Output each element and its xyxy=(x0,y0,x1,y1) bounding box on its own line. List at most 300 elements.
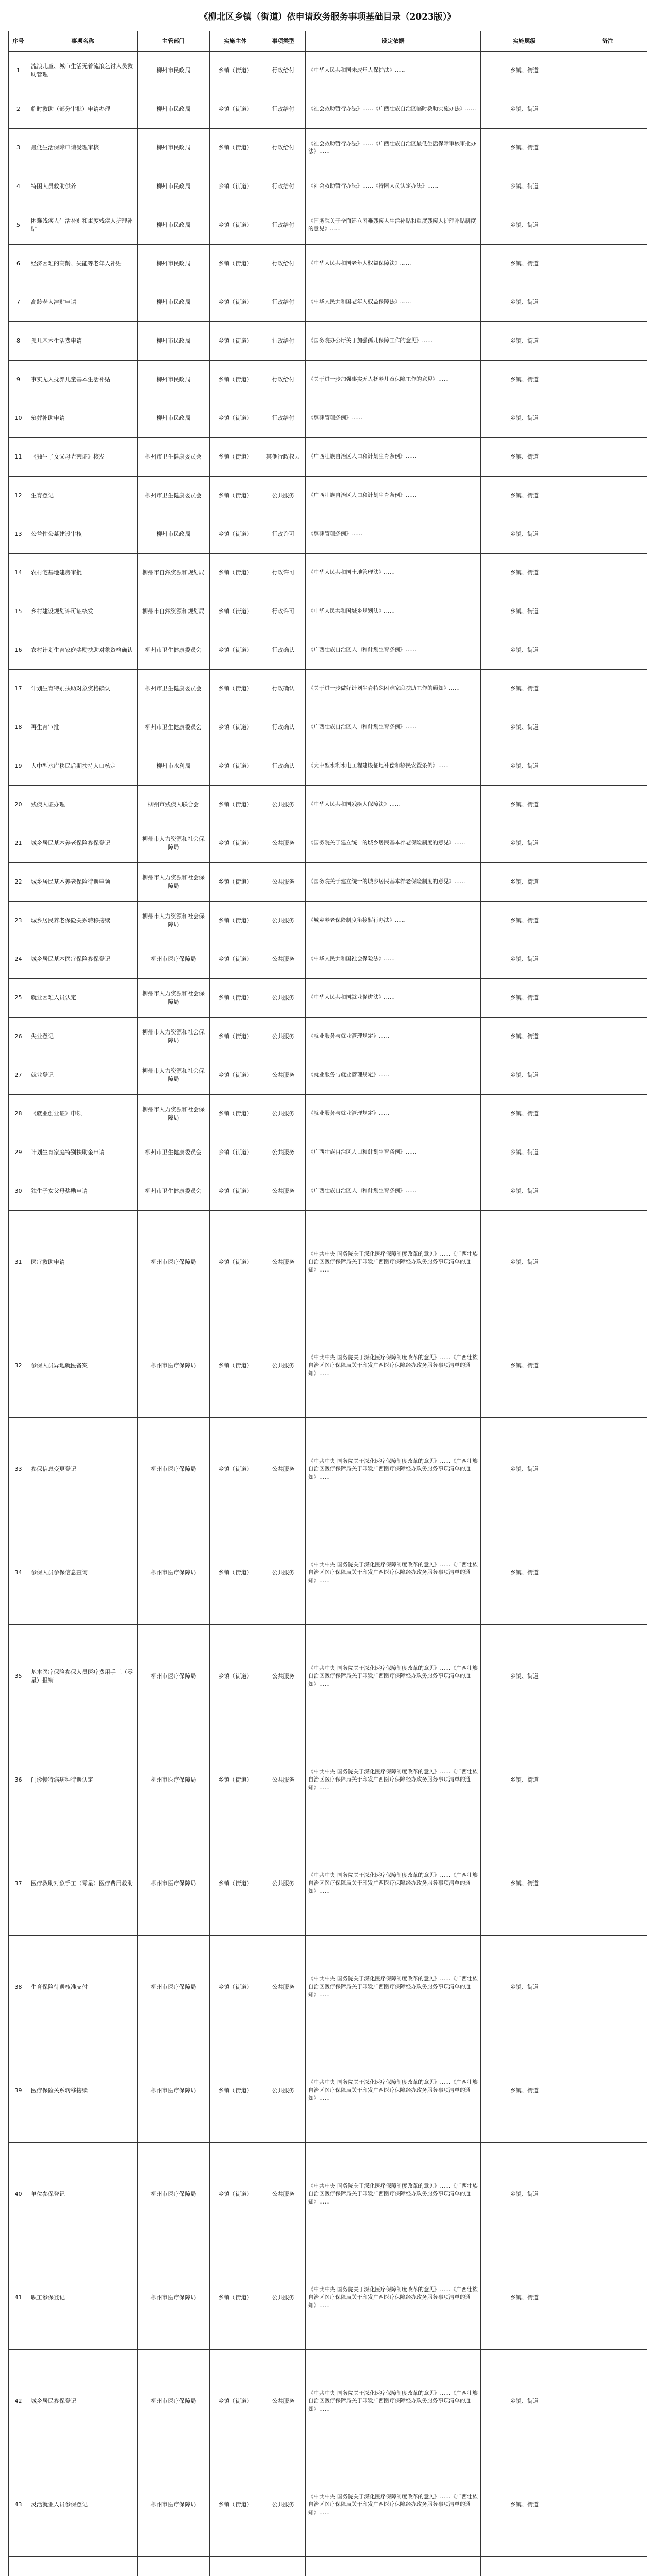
legal-basis-cell: 《广西壮族自治区人口和计划生育条例》…… xyxy=(306,708,481,747)
item-type-cell: 公共服务 xyxy=(261,1172,306,1211)
department-cell: 柳州市民政局 xyxy=(138,52,210,90)
item-name-cell: 孤儿基本生活费申请 xyxy=(28,322,138,361)
implementation-level-cell: 乡镇、街道 xyxy=(481,1018,568,1056)
item-type-cell: 公共服务 xyxy=(261,1521,306,1625)
implementing-body-cell: 乡镇（街道） xyxy=(210,52,261,90)
implementation-level-cell: 乡镇、街道 xyxy=(481,902,568,940)
item-type-cell: 公共服务 xyxy=(261,1018,306,1056)
table-row xyxy=(9,2143,647,2246)
item-type-cell: 公共服务 xyxy=(261,824,306,863)
table-row xyxy=(9,902,647,940)
table-row xyxy=(9,167,647,206)
item-type-cell: 公共服务 xyxy=(261,1936,306,2039)
implementation-level-cell: 乡镇、街道 xyxy=(481,863,568,902)
table-row xyxy=(9,1018,647,1056)
table-row xyxy=(9,2557,647,2576)
department-cell: 柳州市自然资源和规划局 xyxy=(138,554,210,592)
row-number-cell: 43 xyxy=(9,2453,28,2557)
legal-basis-cell: 《就业服务与就业管理规定》…… xyxy=(306,1056,481,1095)
row-number-cell: 20 xyxy=(9,786,28,824)
implementing-body-cell: 乡镇（街道） xyxy=(210,592,261,631)
item-type-cell: 行政确认 xyxy=(261,670,306,708)
item-name-cell: 医疗救助申请 xyxy=(28,1211,138,1314)
row-number-cell: 27 xyxy=(9,1056,28,1095)
remarks-cell xyxy=(568,747,647,786)
implementing-body-cell: 乡镇（街道） xyxy=(210,1936,261,2039)
item-type-cell: 公共服务 xyxy=(261,1211,306,1314)
table-row xyxy=(9,2246,647,2350)
row-number-cell: 24 xyxy=(9,940,28,979)
item-name-cell: 城乡居民参保登记 xyxy=(28,2350,138,2453)
implementing-body-cell: 乡镇（街道） xyxy=(210,245,261,283)
department-cell: 柳州市医疗保障局 xyxy=(138,1521,210,1625)
implementation-level-cell: 乡镇、街道 xyxy=(481,322,568,361)
implementation-level-cell: 乡镇、街道 xyxy=(481,708,568,747)
department-cell: 柳州市人力资源和社会保障局 xyxy=(138,1018,210,1056)
implementation-level-cell: 乡镇、街道 xyxy=(481,1832,568,1936)
department-cell: 柳州市水利局 xyxy=(138,747,210,786)
item-name-cell: 就业登记 xyxy=(28,1056,138,1095)
remarks-cell xyxy=(568,1418,647,1521)
department-cell: 柳州市医疗保障局 xyxy=(138,2453,210,2557)
table-row xyxy=(9,1314,647,1418)
implementing-body-cell: 乡镇（街道） xyxy=(210,708,261,747)
item-type-cell: 公共服务 xyxy=(261,2143,306,2246)
implementation-level-cell: 乡镇、街道 xyxy=(481,399,568,438)
implementing-body-cell: 乡镇（街道） xyxy=(210,283,261,322)
implementing-body-cell: 乡镇（街道） xyxy=(210,2453,261,2557)
department-cell: 柳州市人力资源和社会保障局 xyxy=(138,824,210,863)
item-type-cell: 公共服务 xyxy=(261,477,306,515)
remarks-cell xyxy=(568,1018,647,1056)
implementation-level-cell: 乡镇、街道 xyxy=(481,979,568,1018)
item-type-cell: 公共服务 xyxy=(261,2350,306,2453)
table-row xyxy=(9,1418,647,1521)
remarks-cell xyxy=(568,2039,647,2143)
remarks-cell xyxy=(568,361,647,399)
implementation-level-cell: 乡镇、街道 xyxy=(481,167,568,206)
implementation-level-cell: 乡镇、街道 xyxy=(481,940,568,979)
legal-basis-cell: 《广西壮族自治区人口和计划生育条例》…… xyxy=(306,1172,481,1211)
row-number-cell: 42 xyxy=(9,2350,28,2453)
implementing-body-cell: 乡镇（街道） xyxy=(210,1211,261,1314)
department-cell: 柳州市残疾人联合会 xyxy=(138,786,210,824)
item-name-cell: 职工参保登记 xyxy=(28,2246,138,2350)
table-row xyxy=(9,1728,647,1832)
item-type-cell: 行政给付 xyxy=(261,283,306,322)
item-type-cell: 行政给付 xyxy=(261,52,306,90)
table-row xyxy=(9,708,647,747)
implementation-level-cell xyxy=(481,2557,568,2576)
implementing-body-cell: 乡镇（街道） xyxy=(210,1095,261,1133)
implementing-body-cell: 乡镇（街道） xyxy=(210,786,261,824)
item-name-cell: 城乡居民养老保险关系转移接续 xyxy=(28,902,138,940)
implementation-level-cell: 乡镇、街道 xyxy=(481,129,568,167)
implementing-body-cell: 乡镇（街道） xyxy=(210,1832,261,1936)
row-number-cell: 36 xyxy=(9,1728,28,1832)
legal-basis-cell: 《中共中央 国务院关于深化医疗保障制度改革的意见》……《广西壮族自治区医疗保障局关于印发广西医疗保障经办政务服务事项清单的通知》…… xyxy=(306,1418,481,1521)
item-type-cell: 公共服务 xyxy=(261,1314,306,1418)
table-row xyxy=(9,129,647,167)
row-number-cell: 31 xyxy=(9,1211,28,1314)
row-number-cell: 15 xyxy=(9,592,28,631)
legal-basis-cell: 《城乡养老保险制度衔接暂行办法》…… xyxy=(306,902,481,940)
department-cell: 柳州市民政局 xyxy=(138,361,210,399)
implementing-body-cell xyxy=(210,2557,261,2576)
table-row xyxy=(9,1056,647,1095)
table-row xyxy=(9,206,647,245)
item-type-cell: 行政给付 xyxy=(261,206,306,245)
department-cell: 柳州市民政局 xyxy=(138,206,210,245)
table-row xyxy=(9,2039,647,2143)
item-type-cell: 行政给付 xyxy=(261,399,306,438)
legal-basis-cell: 《国务院办公厅关于加强孤儿保障工作的意见》…… xyxy=(306,322,481,361)
table-row xyxy=(9,747,647,786)
remarks-cell xyxy=(568,1056,647,1095)
implementing-body-cell: 乡镇（街道） xyxy=(210,515,261,554)
item-name-cell: 基本医疗保险参保人员医疗费用手工（零星）报销 xyxy=(28,1625,138,1728)
item-name-cell: 单位参保登记 xyxy=(28,2143,138,2246)
item-name-cell: 计划生育特别扶助对象资格确认 xyxy=(28,670,138,708)
implementation-level-cell: 乡镇、街道 xyxy=(481,1521,568,1625)
department-cell: 柳州市医疗保障局 xyxy=(138,2039,210,2143)
item-type-cell: 行政确认 xyxy=(261,747,306,786)
remarks-cell xyxy=(568,1832,647,1936)
table-row xyxy=(9,1172,647,1211)
implementation-level-cell: 乡镇、街道 xyxy=(481,1211,568,1314)
row-number-cell: 18 xyxy=(9,708,28,747)
item-type-cell: 公共服务 xyxy=(261,2453,306,2557)
table-row xyxy=(9,52,647,90)
remarks-cell xyxy=(568,1625,647,1728)
implementation-level-cell: 乡镇、街道 xyxy=(481,52,568,90)
implementing-body-cell: 乡镇（街道） xyxy=(210,129,261,167)
row-number-cell: 22 xyxy=(9,863,28,902)
row-number-cell: 16 xyxy=(9,631,28,670)
legal-basis-cell: 《中华人民共和国老年人权益保障法》…… xyxy=(306,245,481,283)
item-type-cell: 行政给付 xyxy=(261,129,306,167)
header-note: 备注 xyxy=(568,31,647,52)
page-title: 《柳北区乡镇（街道）依申请政务服务事项基础目录（2023版）》 xyxy=(199,11,456,22)
row-number-cell: 1 xyxy=(9,52,28,90)
item-type-cell: 公共服务 xyxy=(261,1832,306,1936)
department-cell: 柳州市医疗保障局 xyxy=(138,2143,210,2246)
table-row xyxy=(9,786,647,824)
item-type-cell: 行政给付 xyxy=(261,322,306,361)
item-name-cell: 经济困难的高龄、失能等老年人补贴 xyxy=(28,245,138,283)
legal-basis-cell: 《中共中央 国务院关于深化医疗保障制度改革的意见》……《广西壮族自治区医疗保障局关于印发广西医疗保障经办政务服务事项清单的通知》…… xyxy=(306,2143,481,2246)
item-type-cell: 公共服务 xyxy=(261,863,306,902)
item-name-cell: 高龄老人津贴申请 xyxy=(28,283,138,322)
row-number-cell: 32 xyxy=(9,1314,28,1418)
remarks-cell xyxy=(568,1936,647,2039)
legal-basis-cell: 《殡葬管理条例》…… xyxy=(306,515,481,554)
row-number-cell: 28 xyxy=(9,1095,28,1133)
implementation-level-cell: 乡镇、街道 xyxy=(481,2453,568,2557)
item-type-cell: 公共服务 xyxy=(261,2246,306,2350)
remarks-cell xyxy=(568,438,647,477)
implementation-level-cell: 乡镇、街道 xyxy=(481,747,568,786)
implementing-body-cell: 乡镇（街道） xyxy=(210,824,261,863)
implementation-level-cell: 乡镇、街道 xyxy=(481,2143,568,2246)
legal-basis-cell: 《广西壮族自治区人口和计划生育条例》…… xyxy=(306,438,481,477)
legal-basis-cell xyxy=(306,2557,481,2576)
table-row xyxy=(9,1133,647,1172)
item-name-cell: 城乡居民基本养老保险参保登记 xyxy=(28,824,138,863)
item-type-cell: 公共服务 xyxy=(261,2039,306,2143)
legal-basis-cell: 《国务院关于建立统一的城乡居民基本养老保险制度的意见》…… xyxy=(306,824,481,863)
remarks-cell xyxy=(568,554,647,592)
table-row xyxy=(9,979,647,1018)
remarks-cell xyxy=(568,477,647,515)
legal-basis-cell: 《中共中央 国务院关于深化医疗保障制度改革的意见》……《广西壮族自治区医疗保障局关于印发广西医疗保障经办政务服务事项清单的通知》…… xyxy=(306,1625,481,1728)
legal-basis-cell: 《关于进一步加强事实无人抚养儿童保障工作的意见》…… xyxy=(306,361,481,399)
table-row xyxy=(9,2350,647,2453)
implementation-level-cell: 乡镇、街道 xyxy=(481,824,568,863)
header-type: 事项类型 xyxy=(261,31,306,52)
implementation-level-cell: 乡镇、街道 xyxy=(481,1625,568,1728)
implementation-level-cell: 乡镇、街道 xyxy=(481,1056,568,1095)
implementation-level-cell: 乡镇、街道 xyxy=(481,477,568,515)
legal-basis-cell: 《中共中央 国务院关于深化医疗保障制度改革的意见》……《广西壮族自治区医疗保障局关于印发广西医疗保障经办政务服务事项清单的通知》…… xyxy=(306,1728,481,1832)
row-number-cell: 17 xyxy=(9,670,28,708)
item-name-cell: 事实无人抚养儿童基本生活补贴 xyxy=(28,361,138,399)
implementation-level-cell: 乡镇、街道 xyxy=(481,2246,568,2350)
legal-basis-cell: 《中华人民共和国就业促进法》…… xyxy=(306,979,481,1018)
row-number-cell: 34 xyxy=(9,1521,28,1625)
item-name-cell: 独生子女父母奖励申请 xyxy=(28,1172,138,1211)
department-cell: 柳州市卫生健康委员会 xyxy=(138,670,210,708)
department-cell: 柳州市医疗保障局 xyxy=(138,940,210,979)
item-name-cell: 《独生子女父母光荣证》核发 xyxy=(28,438,138,477)
legal-basis-cell: 《中华人民共和国土地管理法》…… xyxy=(306,554,481,592)
remarks-cell xyxy=(568,1172,647,1211)
table-row xyxy=(9,1832,647,1936)
item-name-cell: 残疾人证办理 xyxy=(28,786,138,824)
table-row xyxy=(9,631,647,670)
item-name-cell: 城乡居民基本医疗保险参保登记 xyxy=(28,940,138,979)
item-name-cell: 农村计划生育家庭奖励扶助对象资格确认 xyxy=(28,631,138,670)
remarks-cell xyxy=(568,2143,647,2246)
implementing-body-cell: 乡镇（街道） xyxy=(210,1625,261,1728)
implementing-body-cell: 乡镇（街道） xyxy=(210,1728,261,1832)
implementing-body-cell: 乡镇（街道） xyxy=(210,940,261,979)
legal-basis-cell: 《中共中央 国务院关于深化医疗保障制度改革的意见》……《广西壮族自治区医疗保障局关于印发广西医疗保障经办政务服务事项清单的通知》…… xyxy=(306,2039,481,2143)
legal-basis-cell: 《中华人民共和国残疾人保障法》…… xyxy=(306,786,481,824)
remarks-cell xyxy=(568,1521,647,1625)
remarks-cell xyxy=(568,708,647,747)
implementing-body-cell: 乡镇（街道） xyxy=(210,1056,261,1095)
remarks-cell xyxy=(568,283,647,322)
item-name-cell: 农村宅基地建房审批 xyxy=(28,554,138,592)
item-type-cell: 公共服务 xyxy=(261,940,306,979)
table-row xyxy=(9,2453,647,2557)
department-cell: 柳州市人力资源和社会保障局 xyxy=(138,1095,210,1133)
item-name-cell: 门诊慢特病病种待遇认定 xyxy=(28,1728,138,1832)
remarks-cell xyxy=(568,1095,647,1133)
legal-basis-cell: 《中共中央 国务院关于深化医疗保障制度改革的意见》……《广西壮族自治区医疗保障局关于印发广西医疗保障经办政务服务事项清单的通知》…… xyxy=(306,1314,481,1418)
item-name-cell: 计划生育家庭特别扶助金申请 xyxy=(28,1133,138,1172)
legal-basis-cell: 《就业服务与就业管理规定》…… xyxy=(306,1018,481,1056)
table-row xyxy=(9,245,647,283)
row-number-cell: 38 xyxy=(9,1936,28,2039)
item-type-cell: 公共服务 xyxy=(261,1728,306,1832)
remarks-cell xyxy=(568,940,647,979)
department-cell: 柳州市民政局 xyxy=(138,167,210,206)
implementation-level-cell: 乡镇、街道 xyxy=(481,1936,568,2039)
legal-basis-cell: 《社会救助暂行办法》……《广西壮族自治区最低生活保障审核审批办法》…… xyxy=(306,129,481,167)
implementation-level-cell: 乡镇、街道 xyxy=(481,670,568,708)
legal-basis-cell: 《就业服务与就业管理规定》…… xyxy=(306,1095,481,1133)
department-cell: 柳州市民政局 xyxy=(138,283,210,322)
item-name-cell: 殡葬补助申请 xyxy=(28,399,138,438)
item-name-cell: 灵活就业人员参保登记 xyxy=(28,2453,138,2557)
implementing-body-cell: 乡镇（街道） xyxy=(210,322,261,361)
legal-basis-cell: 《广西壮族自治区人口和计划生育条例》…… xyxy=(306,477,481,515)
item-type-cell: 公共服务 xyxy=(261,1056,306,1095)
row-number-cell: 7 xyxy=(9,283,28,322)
department-cell: 柳州市民政局 xyxy=(138,399,210,438)
legal-basis-cell: 《社会救助暂行办法》……《广西壮族自治区临时救助实施办法》…… xyxy=(306,90,481,129)
implementing-body-cell: 乡镇（街道） xyxy=(210,2246,261,2350)
department-cell: 柳州市人力资源和社会保障局 xyxy=(138,902,210,940)
implementation-level-cell: 乡镇、街道 xyxy=(481,1728,568,1832)
table-row xyxy=(9,283,647,322)
item-type-cell: 行政确认 xyxy=(261,631,306,670)
item-type-cell: 行政给付 xyxy=(261,167,306,206)
department-cell: 柳州市医疗保障局 xyxy=(138,1832,210,1936)
implementation-level-cell: 乡镇、街道 xyxy=(481,1314,568,1418)
implementing-body-cell: 乡镇（街道） xyxy=(210,399,261,438)
implementation-level-cell: 乡镇、街道 xyxy=(481,786,568,824)
legal-basis-cell: 《中共中央 国务院关于深化医疗保障制度改革的意见》……《广西壮族自治区医疗保障局关于印发广西医疗保障经办政务服务事项清单的通知》…… xyxy=(306,2350,481,2453)
remarks-cell xyxy=(568,129,647,167)
department-cell: 柳州市医疗保障局 xyxy=(138,1211,210,1314)
remarks-cell xyxy=(568,399,647,438)
item-name-cell xyxy=(28,2557,138,2576)
department-cell: 柳州市医疗保障局 xyxy=(138,1418,210,1521)
legal-basis-cell: 《中共中央 国务院关于深化医疗保障制度改革的意见》……《广西壮族自治区医疗保障局关于印发广西医疗保障经办政务服务事项清单的通知》…… xyxy=(306,2453,481,2557)
remarks-cell xyxy=(568,322,647,361)
row-number-cell: 9 xyxy=(9,361,28,399)
row-number-cell: 14 xyxy=(9,554,28,592)
implementation-level-cell: 乡镇、街道 xyxy=(481,1418,568,1521)
item-name-cell: 失业登记 xyxy=(28,1018,138,1056)
row-number-cell: 25 xyxy=(9,979,28,1018)
legal-basis-cell: 《中华人民共和国老年人权益保障法》…… xyxy=(306,283,481,322)
table-row xyxy=(9,1521,647,1625)
implementing-body-cell: 乡镇（街道） xyxy=(210,1018,261,1056)
item-name-cell: 医疗保险关系转移接续 xyxy=(28,2039,138,2143)
department-cell: 柳州市医疗保障局 xyxy=(138,1625,210,1728)
row-number-cell: 39 xyxy=(9,2039,28,2143)
item-name-cell: 参保信息变更登记 xyxy=(28,1418,138,1521)
implementation-level-cell: 乡镇、街道 xyxy=(481,1172,568,1211)
table-row xyxy=(9,1936,647,2039)
table-row xyxy=(9,1095,647,1133)
implementation-level-cell: 乡镇、街道 xyxy=(481,554,568,592)
row-number-cell: 19 xyxy=(9,747,28,786)
legal-basis-cell: 《社会救助暂行办法》……《特困人员认定办法》…… xyxy=(306,167,481,206)
implementing-body-cell: 乡镇（街道） xyxy=(210,554,261,592)
item-name-cell: 城乡居民基本养老保险待遇申领 xyxy=(28,863,138,902)
table-row xyxy=(9,863,647,902)
item-type-cell: 行政确认 xyxy=(261,708,306,747)
item-type-cell: 公共服务 xyxy=(261,1625,306,1728)
implementation-level-cell: 乡镇、街道 xyxy=(481,438,568,477)
header-name: 事项名称 xyxy=(28,31,138,52)
table-row xyxy=(9,1211,647,1314)
implementing-body-cell: 乡镇（街道） xyxy=(210,979,261,1018)
implementation-level-cell: 乡镇、街道 xyxy=(481,283,568,322)
row-number-cell: 33 xyxy=(9,1418,28,1521)
item-name-cell: 最低生活保障申请受理审核 xyxy=(28,129,138,167)
item-name-cell: 特困人员救助供养 xyxy=(28,167,138,206)
item-name-cell: 临时救助（部分审批）申请办理 xyxy=(28,90,138,129)
item-name-cell: 困难残疾人生活补贴和重度残疾人护理补贴 xyxy=(28,206,138,245)
row-number-cell: 23 xyxy=(9,902,28,940)
department-cell: 柳州市卫生健康委员会 xyxy=(138,477,210,515)
item-type-cell: 公共服务 xyxy=(261,902,306,940)
item-type-cell: 公共服务 xyxy=(261,786,306,824)
row-number-cell: 35 xyxy=(9,1625,28,1728)
department-cell: 柳州市医疗保障局 xyxy=(138,2246,210,2350)
item-type-cell: 行政给付 xyxy=(261,245,306,283)
legal-basis-cell: 《中华人民共和国城乡规划法》…… xyxy=(306,592,481,631)
implementing-body-cell: 乡镇（街道） xyxy=(210,90,261,129)
table-row xyxy=(9,322,647,361)
remarks-cell xyxy=(568,167,647,206)
implementation-level-cell: 乡镇、街道 xyxy=(481,361,568,399)
table-row xyxy=(9,515,647,554)
department-cell: 柳州市民政局 xyxy=(138,322,210,361)
implementation-level-cell: 乡镇、街道 xyxy=(481,631,568,670)
remarks-cell xyxy=(568,592,647,631)
department-cell: 柳州市医疗保障局 xyxy=(138,1728,210,1832)
row-number-cell: 13 xyxy=(9,515,28,554)
implementing-body-cell: 乡镇（街道） xyxy=(210,2350,261,2453)
implementing-body-cell: 乡镇（街道） xyxy=(210,167,261,206)
remarks-cell xyxy=(568,2350,647,2453)
implementing-body-cell: 乡镇（街道） xyxy=(210,747,261,786)
catalog-table xyxy=(8,31,647,2576)
implementation-level-cell: 乡镇、街道 xyxy=(481,1095,568,1133)
item-name-cell: 公益性公墓建设审核 xyxy=(28,515,138,554)
remarks-cell xyxy=(568,245,647,283)
row-number-cell: 30 xyxy=(9,1172,28,1211)
department-cell xyxy=(138,2557,210,2576)
item-name-cell: 《就业创业证》申领 xyxy=(28,1095,138,1133)
row-number-cell: 4 xyxy=(9,167,28,206)
row-number-cell: 3 xyxy=(9,129,28,167)
item-type-cell xyxy=(261,2557,306,2576)
item-name-cell: 医疗救助对象手工（零星）医疗费用救助 xyxy=(28,1832,138,1936)
item-type-cell: 其他行政权力 xyxy=(261,438,306,477)
legal-basis-cell: 《中华人民共和国未成年人保护法》…… xyxy=(306,52,481,90)
remarks-cell xyxy=(568,670,647,708)
item-type-cell: 公共服务 xyxy=(261,1418,306,1521)
table-row xyxy=(9,90,647,129)
item-name-cell: 就业困难人员认定 xyxy=(28,979,138,1018)
item-name-cell: 参保人员参保信息查询 xyxy=(28,1521,138,1625)
item-type-cell: 公共服务 xyxy=(261,1095,306,1133)
table-row xyxy=(9,940,647,979)
row-number-cell: 40 xyxy=(9,2143,28,2246)
remarks-cell xyxy=(568,1314,647,1418)
department-cell: 柳州市卫生健康委员会 xyxy=(138,438,210,477)
implementing-body-cell: 乡镇（街道） xyxy=(210,438,261,477)
implementing-body-cell: 乡镇（街道） xyxy=(210,1521,261,1625)
